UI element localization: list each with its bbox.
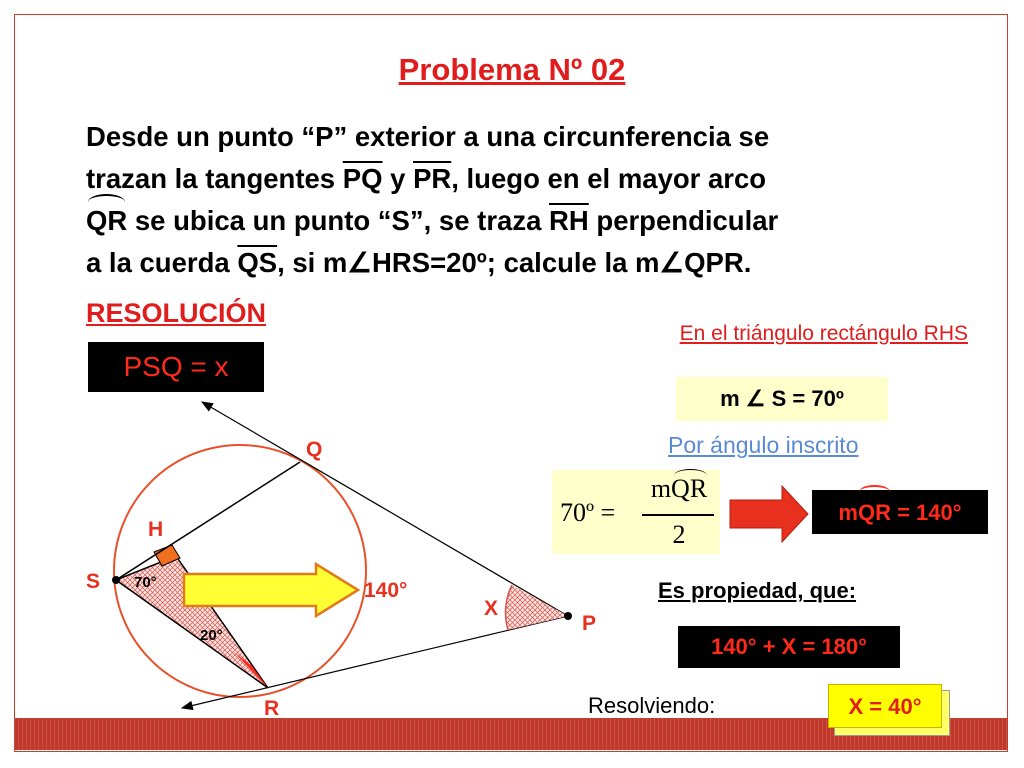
arc-qr: QR [86,200,127,242]
angle-s-box: m ∠ S = 70º [676,377,888,421]
solving-label: Resolviendo: [588,693,716,718]
result-arc-qr: QR [858,490,891,536]
label-r: R [264,697,280,720]
label-140: 140° [364,579,408,602]
label-s: S [86,570,101,593]
inscribed-angle-label: Por ángulo inscrito [668,432,859,458]
segment-pr: $\overline{PR}$ [413,163,452,194]
statement-text: y [382,163,414,194]
statement-text: , luego en el mayor arco [451,163,767,194]
fraction-numerator [644,474,714,504]
label-angle-70: 70° [134,574,157,591]
fraction-denominator: 2 [672,520,686,549]
segment-qs: $\overline{QS}$ [237,247,278,278]
red-arrow [730,486,808,542]
point-p [564,612,572,620]
sum-box: 140° + X = 180° [678,626,900,668]
segment-pq: $\overline{PQ}$ [342,163,383,194]
statement-text: se ubica un punto “S”, se traza [127,205,550,236]
chord-sq [116,462,300,580]
statement-text: , si m∠HRS=20º; calcule la m∠QPR. [277,247,752,278]
statement-line-1: Desde un punto “P” exterior a una circunferencia se [86,121,770,152]
fraction-bar [642,514,714,516]
fraction-box [552,470,720,554]
label-p: P [582,612,597,635]
statement-text: a la cuerda [86,247,238,278]
arc-result-box [812,490,988,534]
fraction-arc-qr: QR [671,474,708,503]
fraction-lhs: 70º = [560,498,616,527]
answer-box: X = 40° [828,684,942,728]
result-value: = 140° [890,500,962,525]
label-angle-20: 20° [200,627,223,644]
resolution-heading: RESOLUCIÓN [86,298,267,328]
property-label: Es propiedad, que: [658,578,857,603]
result-m: m [838,500,858,525]
statement-text: perpendicular [588,205,779,236]
fraction-m: m [650,474,672,503]
label-h: H [148,518,164,541]
label-q: Q [306,438,323,461]
angle-x-fill [506,585,568,630]
statement-text: trazan la tangentes [86,163,343,194]
point-s [112,576,120,584]
segment-rh: $\overline{RH}$ [549,205,589,236]
psq-box: PSQ = x [88,342,264,392]
page-title: Problema Nº 02 [398,52,626,87]
label-x: X [484,597,499,620]
rhs-triangle-label: En el triángulo rectángulo RHS [679,322,968,345]
